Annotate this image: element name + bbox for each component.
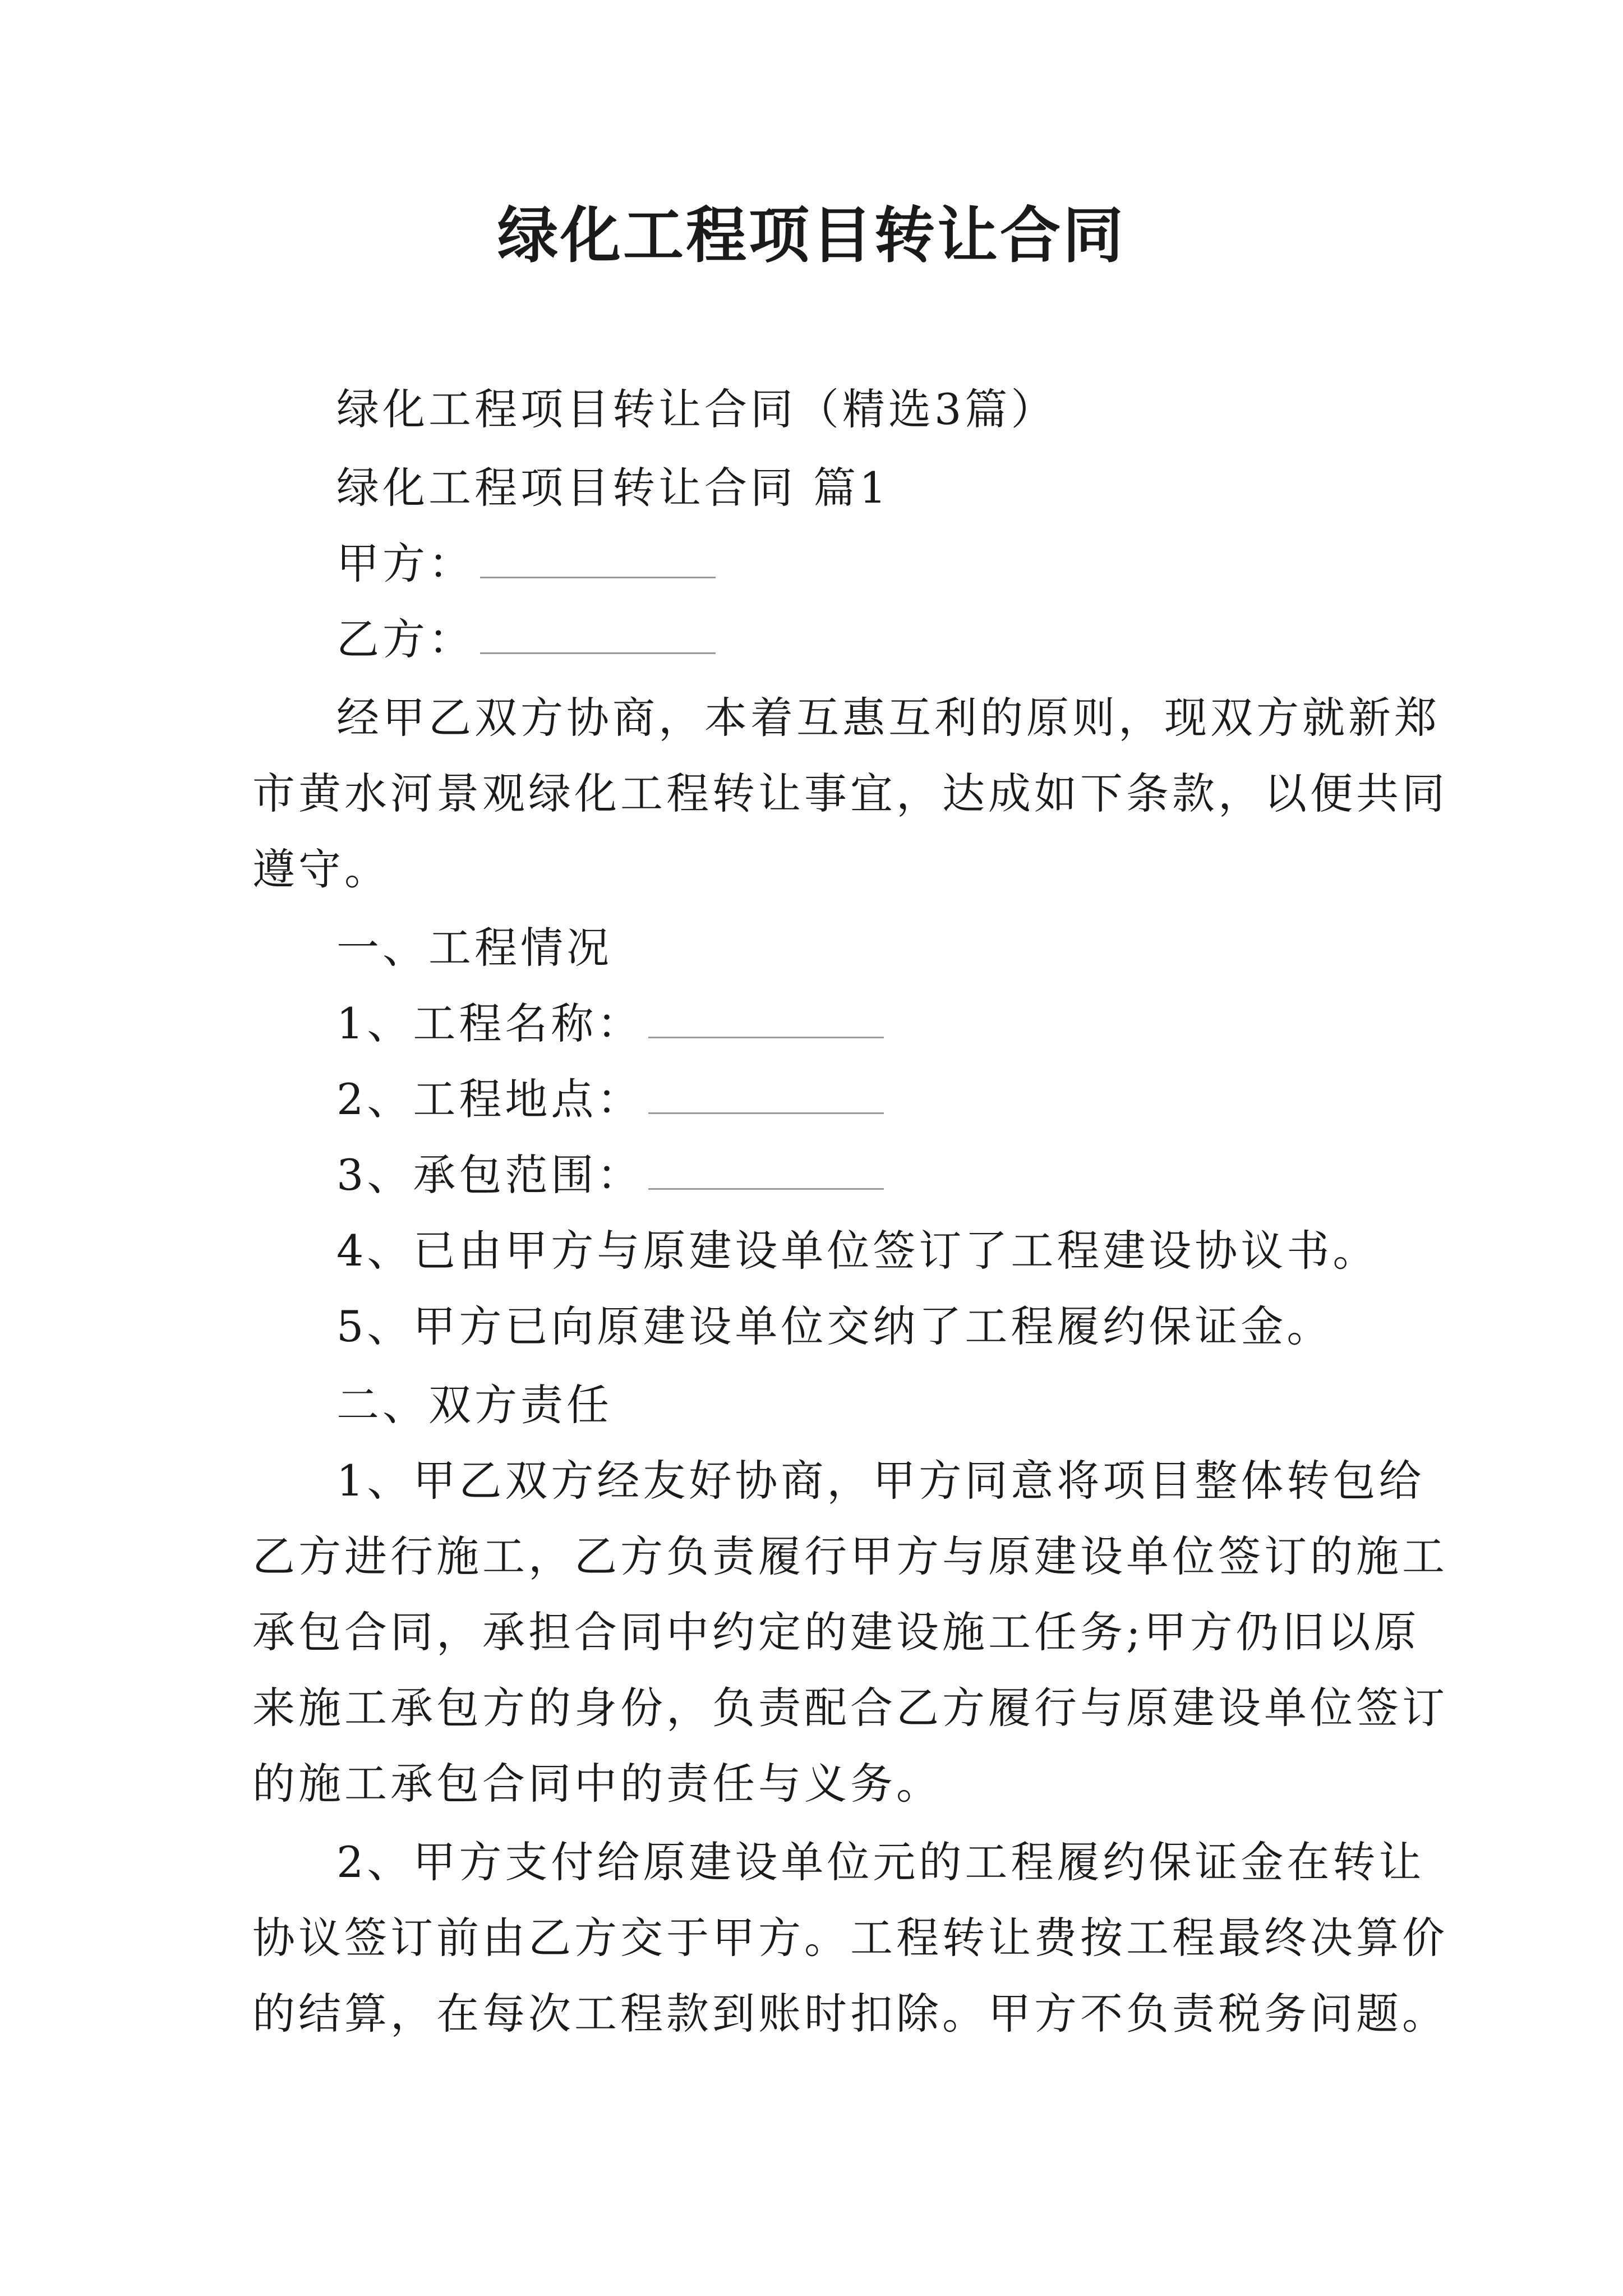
party-a-label: 甲方：: [336, 539, 474, 588]
contract-scope-label: 3、承包范围：: [336, 1150, 643, 1200]
party-a-line: [336, 536, 716, 592]
s2-p1-line-2: 乙方进行施工，乙方负责履行甲方与原建设单位签订的施工: [252, 1531, 1448, 1581]
project-location-line: [336, 1071, 884, 1128]
s2-p1-line-3: 承包合同，承担合同中约定的建设施工任务;甲方仍旧以原: [252, 1607, 1420, 1657]
section-1-heading: 一、工程情况: [336, 923, 612, 973]
s2-p2-line-3: 的结算，在每次工程款到账时扣除。甲方不负责税务问题。: [252, 1989, 1448, 2039]
chapter-heading: 绿化工程项目转让合同 篇1: [336, 463, 890, 513]
party-b-label: 乙方：: [336, 614, 474, 664]
s2-p2-line-1: 2、甲方支付给原建设单位元的工程履约保证金在转让: [336, 1837, 1425, 1887]
section-2-heading: 二、双方责任: [336, 1380, 612, 1430]
contract-scope-blank: [648, 1149, 884, 1190]
project-name-line: [336, 996, 884, 1052]
project-name-label: 1、工程名称：: [336, 999, 643, 1048]
project-name-blank: [648, 997, 884, 1038]
intro-line-3: 遵守。: [252, 844, 390, 894]
party-b-blank: [480, 613, 716, 654]
party-a-blank: [480, 537, 716, 578]
s2-p1-line-4: 来施工承包方的身份，负责配合乙方履行与原建设单位签订: [252, 1683, 1448, 1733]
subtitle: 绿化工程项目转让合同（精选3篇）: [336, 384, 1057, 434]
party-b-line: [336, 611, 716, 668]
contract-scope-line: [336, 1147, 884, 1203]
document-title: 绿化工程项目转让合同: [497, 200, 1126, 271]
s2-p2-line-2: 协议签订前由乙方交于甲方。工程转让费按工程最终决算价: [252, 1913, 1448, 1963]
project-location-blank: [648, 1073, 884, 1114]
s2-p1-line-1: 1、甲乙双方经友好协商，甲方同意将项目整体转包给: [336, 1456, 1425, 1506]
intro-line-1: 经甲乙双方协商，本着互惠互利的原则，现双方就新郑: [336, 693, 1440, 743]
project-location-label: 2、工程地点：: [336, 1074, 643, 1124]
item-4: 4、已由甲方与原建设单位签订了工程建设协议书。: [336, 1226, 1379, 1276]
s2-p1-line-5: 的施工承包合同中的责任与义务。: [252, 1759, 942, 1809]
item-5: 5、甲方已向原建设单位交纳了工程履约保证金。: [336, 1301, 1333, 1351]
intro-line-2: 市黄水河景观绿化工程转让事宜，达成如下条款，以便共同: [252, 769, 1448, 818]
